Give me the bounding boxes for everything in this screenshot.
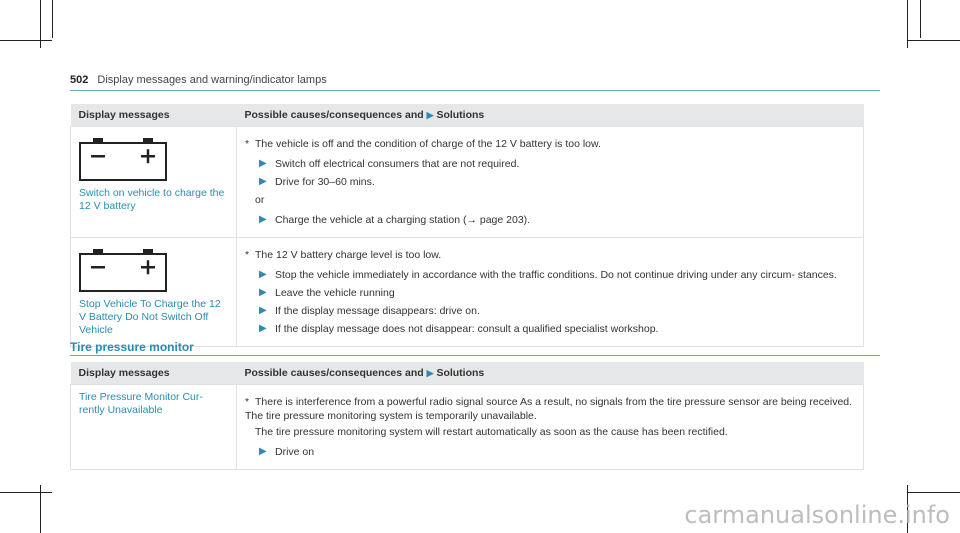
step-text: Charge the vehicle at a charging station (→ page 203). xyxy=(275,214,531,226)
solution-step xyxy=(245,286,855,300)
page-header xyxy=(70,74,327,86)
cause-text: There is interference from a powerful radio signal source As a result, no signals from the tire pressure sensor are being received. The tire pressure monitoring system is temporarily unavailable. xyxy=(245,396,853,422)
message-cell xyxy=(71,238,237,347)
col-causes-label: Possible causes/consequences and xyxy=(244,367,424,379)
page-number: 502 xyxy=(70,74,89,86)
table-row xyxy=(71,385,864,470)
section-title-tire-pressure: Tire pressure monitor xyxy=(70,340,194,354)
step-arrow-icon: ▶ xyxy=(259,214,267,225)
step-arrow-icon: ▶ xyxy=(259,176,267,187)
battery-messages-table xyxy=(70,104,864,347)
step-text: Switch off electrical consumers that are not required. xyxy=(275,158,520,170)
section-divider xyxy=(70,355,880,356)
solution-step xyxy=(245,304,855,318)
display-message-text: Switch on vehicle to charge the 12 V battery xyxy=(79,187,225,212)
asterisk-icon: * xyxy=(245,138,250,150)
step-arrow-icon: ▶ xyxy=(259,287,267,298)
step-arrow-icon: ▶ xyxy=(259,305,267,316)
solution-step xyxy=(245,268,855,282)
crop-mark xyxy=(907,40,960,41)
asterisk-icon: * xyxy=(245,249,250,261)
step-text: If the display message disappears: drive on. xyxy=(275,305,480,317)
step-text: Drive on xyxy=(275,446,315,458)
cause-text: The 12 V battery charge level is too low. xyxy=(255,249,442,261)
step-text: If the display message does not disappear: consult a qualified specialist workshop. xyxy=(275,323,659,335)
col-display-messages: Display messages xyxy=(71,104,237,127)
step-text: Leave the vehicle running xyxy=(275,287,395,299)
page-header-title: Display messages and warning/indicator lamps xyxy=(97,74,327,86)
step-arrow-icon: ▶ xyxy=(259,158,267,169)
battery-icon xyxy=(79,246,167,292)
battery-icon xyxy=(79,135,167,181)
table-row xyxy=(71,127,864,238)
col-solutions-label: Solutions xyxy=(436,109,485,121)
solution-step xyxy=(245,175,855,189)
step-text: Stop the vehicle immediately in accordance with the traffic conditions. Do not continue driving under any circum- stances. xyxy=(275,269,837,281)
causes-cell xyxy=(237,238,864,347)
cause-note xyxy=(245,395,855,423)
cause-detail: The tire pressure monitoring system will restart automatically as soon as the cause has been rectified. xyxy=(255,426,728,438)
solution-step xyxy=(245,445,855,459)
table-header-row xyxy=(71,362,864,385)
step-text: Drive for 30–60 mins. xyxy=(275,176,375,188)
col-causes-solutions xyxy=(237,104,864,127)
crop-mark xyxy=(0,492,52,493)
message-cell xyxy=(71,385,237,470)
solution-step xyxy=(245,322,855,336)
header-divider xyxy=(70,90,880,91)
display-message-text: Stop Vehicle To Charge the 12 V Battery Do Not Switch Off Vehicle xyxy=(79,298,221,336)
crop-mark xyxy=(907,492,960,493)
table-header-row xyxy=(71,104,864,127)
or-text: or xyxy=(255,194,265,206)
solutions-arrow-icon: ▶ xyxy=(426,110,434,120)
display-message-text: Tire Pressure Monitor Cur- rently Unavailable xyxy=(79,391,203,416)
cause-note xyxy=(245,137,855,151)
solutions-arrow-icon: ▶ xyxy=(426,368,434,378)
crop-mark xyxy=(0,40,52,41)
cause-text: The vehicle is off and the condition of charge of the 12 V battery is too low. xyxy=(255,138,601,150)
col-causes-solutions xyxy=(237,362,864,385)
col-solutions-label: Solutions xyxy=(436,367,485,379)
causes-cell xyxy=(237,385,864,470)
tire-messages-table xyxy=(70,362,864,470)
table-row xyxy=(71,238,864,347)
message-cell xyxy=(71,127,237,238)
asterisk-icon: * xyxy=(245,396,250,408)
step-arrow-icon: ▶ xyxy=(259,323,267,334)
col-display-messages: Display messages xyxy=(71,362,237,385)
causes-cell xyxy=(237,127,864,238)
step-arrow-icon: ▶ xyxy=(259,269,267,280)
col-causes-label: Possible causes/consequences and xyxy=(244,109,424,121)
solution-step xyxy=(245,157,855,171)
crop-mark xyxy=(920,0,921,38)
watermark: carmanualsonline.info xyxy=(684,501,950,529)
cause-note xyxy=(245,248,855,262)
solution-step xyxy=(245,213,855,227)
crop-mark xyxy=(52,0,53,38)
step-arrow-icon: ▶ xyxy=(259,446,267,457)
